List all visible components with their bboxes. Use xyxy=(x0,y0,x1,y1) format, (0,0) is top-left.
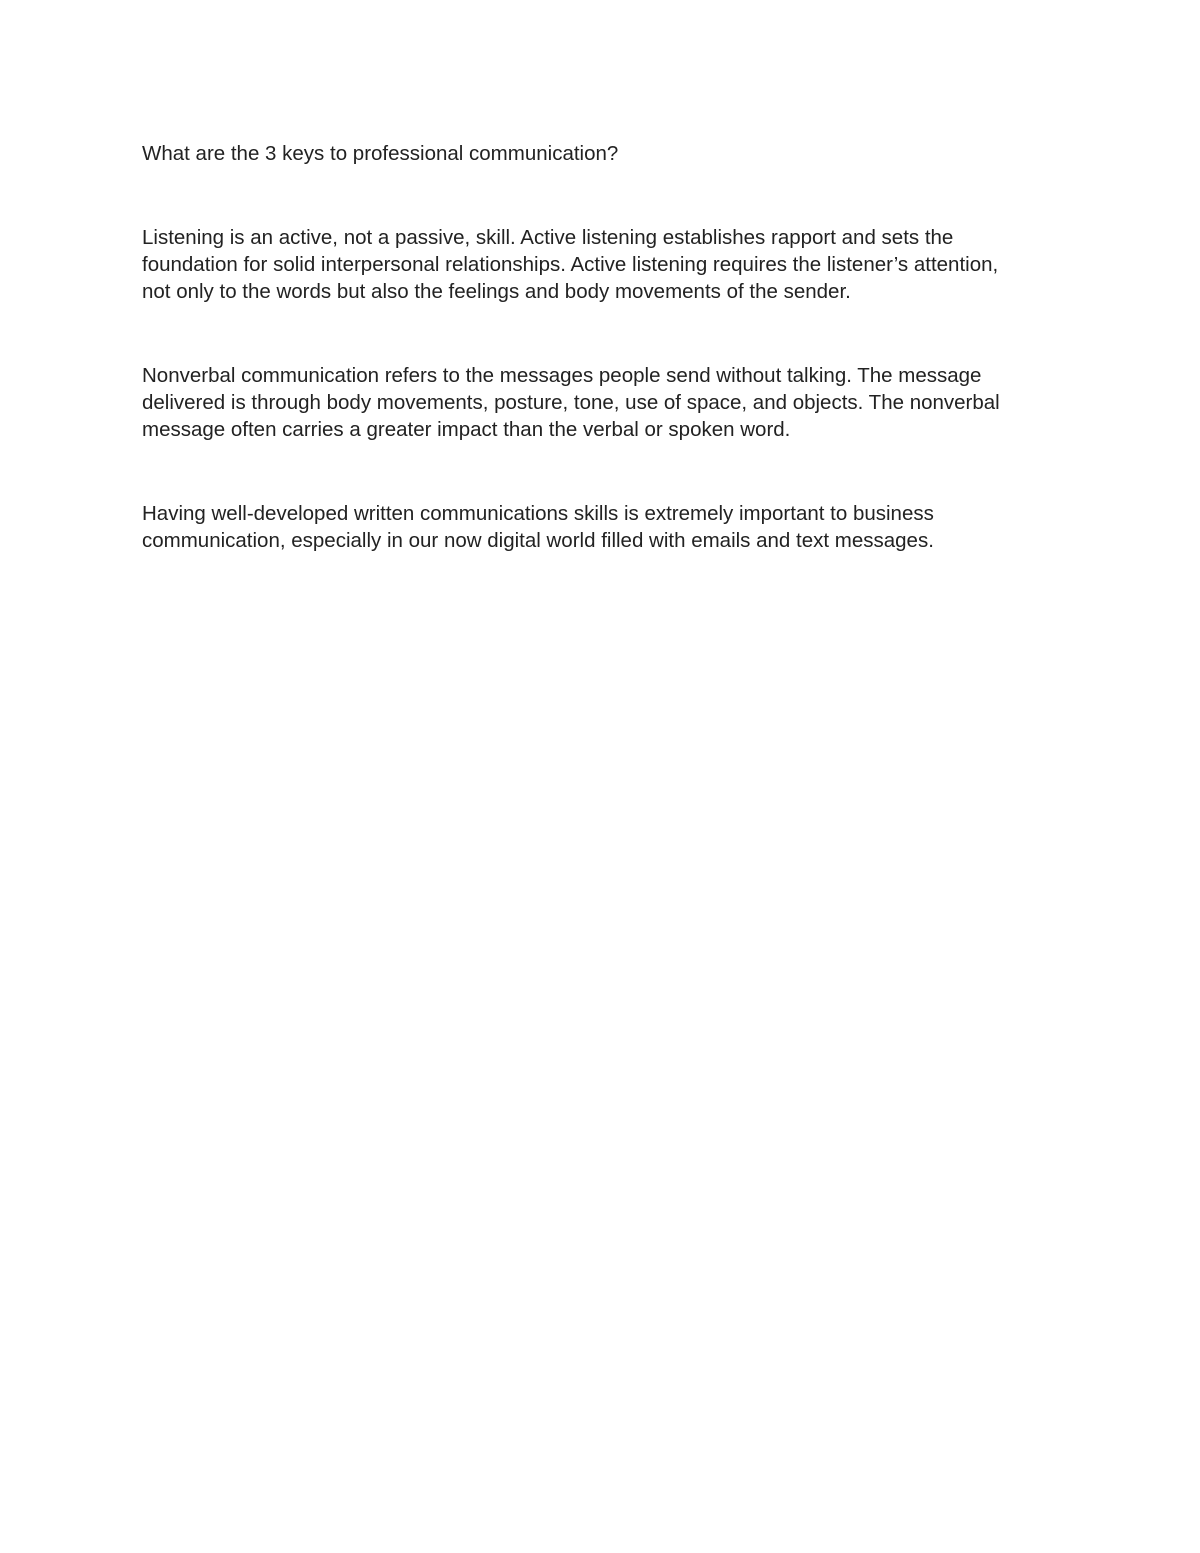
paragraph-line: communication, especially in our now digital world filled with emails and text messages. xyxy=(142,529,934,552)
paragraph-line: Having well-developed written communications skills is extremely important to business xyxy=(142,502,934,525)
paragraph-line: foundation for solid interpersonal relationships. Active listening requires the listener’s attention, xyxy=(142,253,999,276)
paragraph-line: delivered is through body movements, posture, tone, use of space, and objects. The nonverbal xyxy=(142,391,1000,414)
question-line: What are the 3 keys to professional communication? xyxy=(142,142,619,165)
paragraph-line: message often carries a greater impact than the verbal or spoken word. xyxy=(142,418,791,441)
document-body xyxy=(142,140,1082,611)
paragraph-listening xyxy=(142,224,1082,305)
paragraph-line: Nonverbal communication refers to the messages people send without talking. The message xyxy=(142,364,982,387)
question-heading xyxy=(142,140,1082,167)
paragraph-written xyxy=(142,500,1082,554)
paragraph-line: Listening is an active, not a passive, skill. Active listening establishes rapport and sets the xyxy=(142,226,954,249)
paragraph-line: not only to the words but also the feelings and body movements of the sender. xyxy=(142,280,851,303)
paragraph-nonverbal xyxy=(142,362,1082,443)
